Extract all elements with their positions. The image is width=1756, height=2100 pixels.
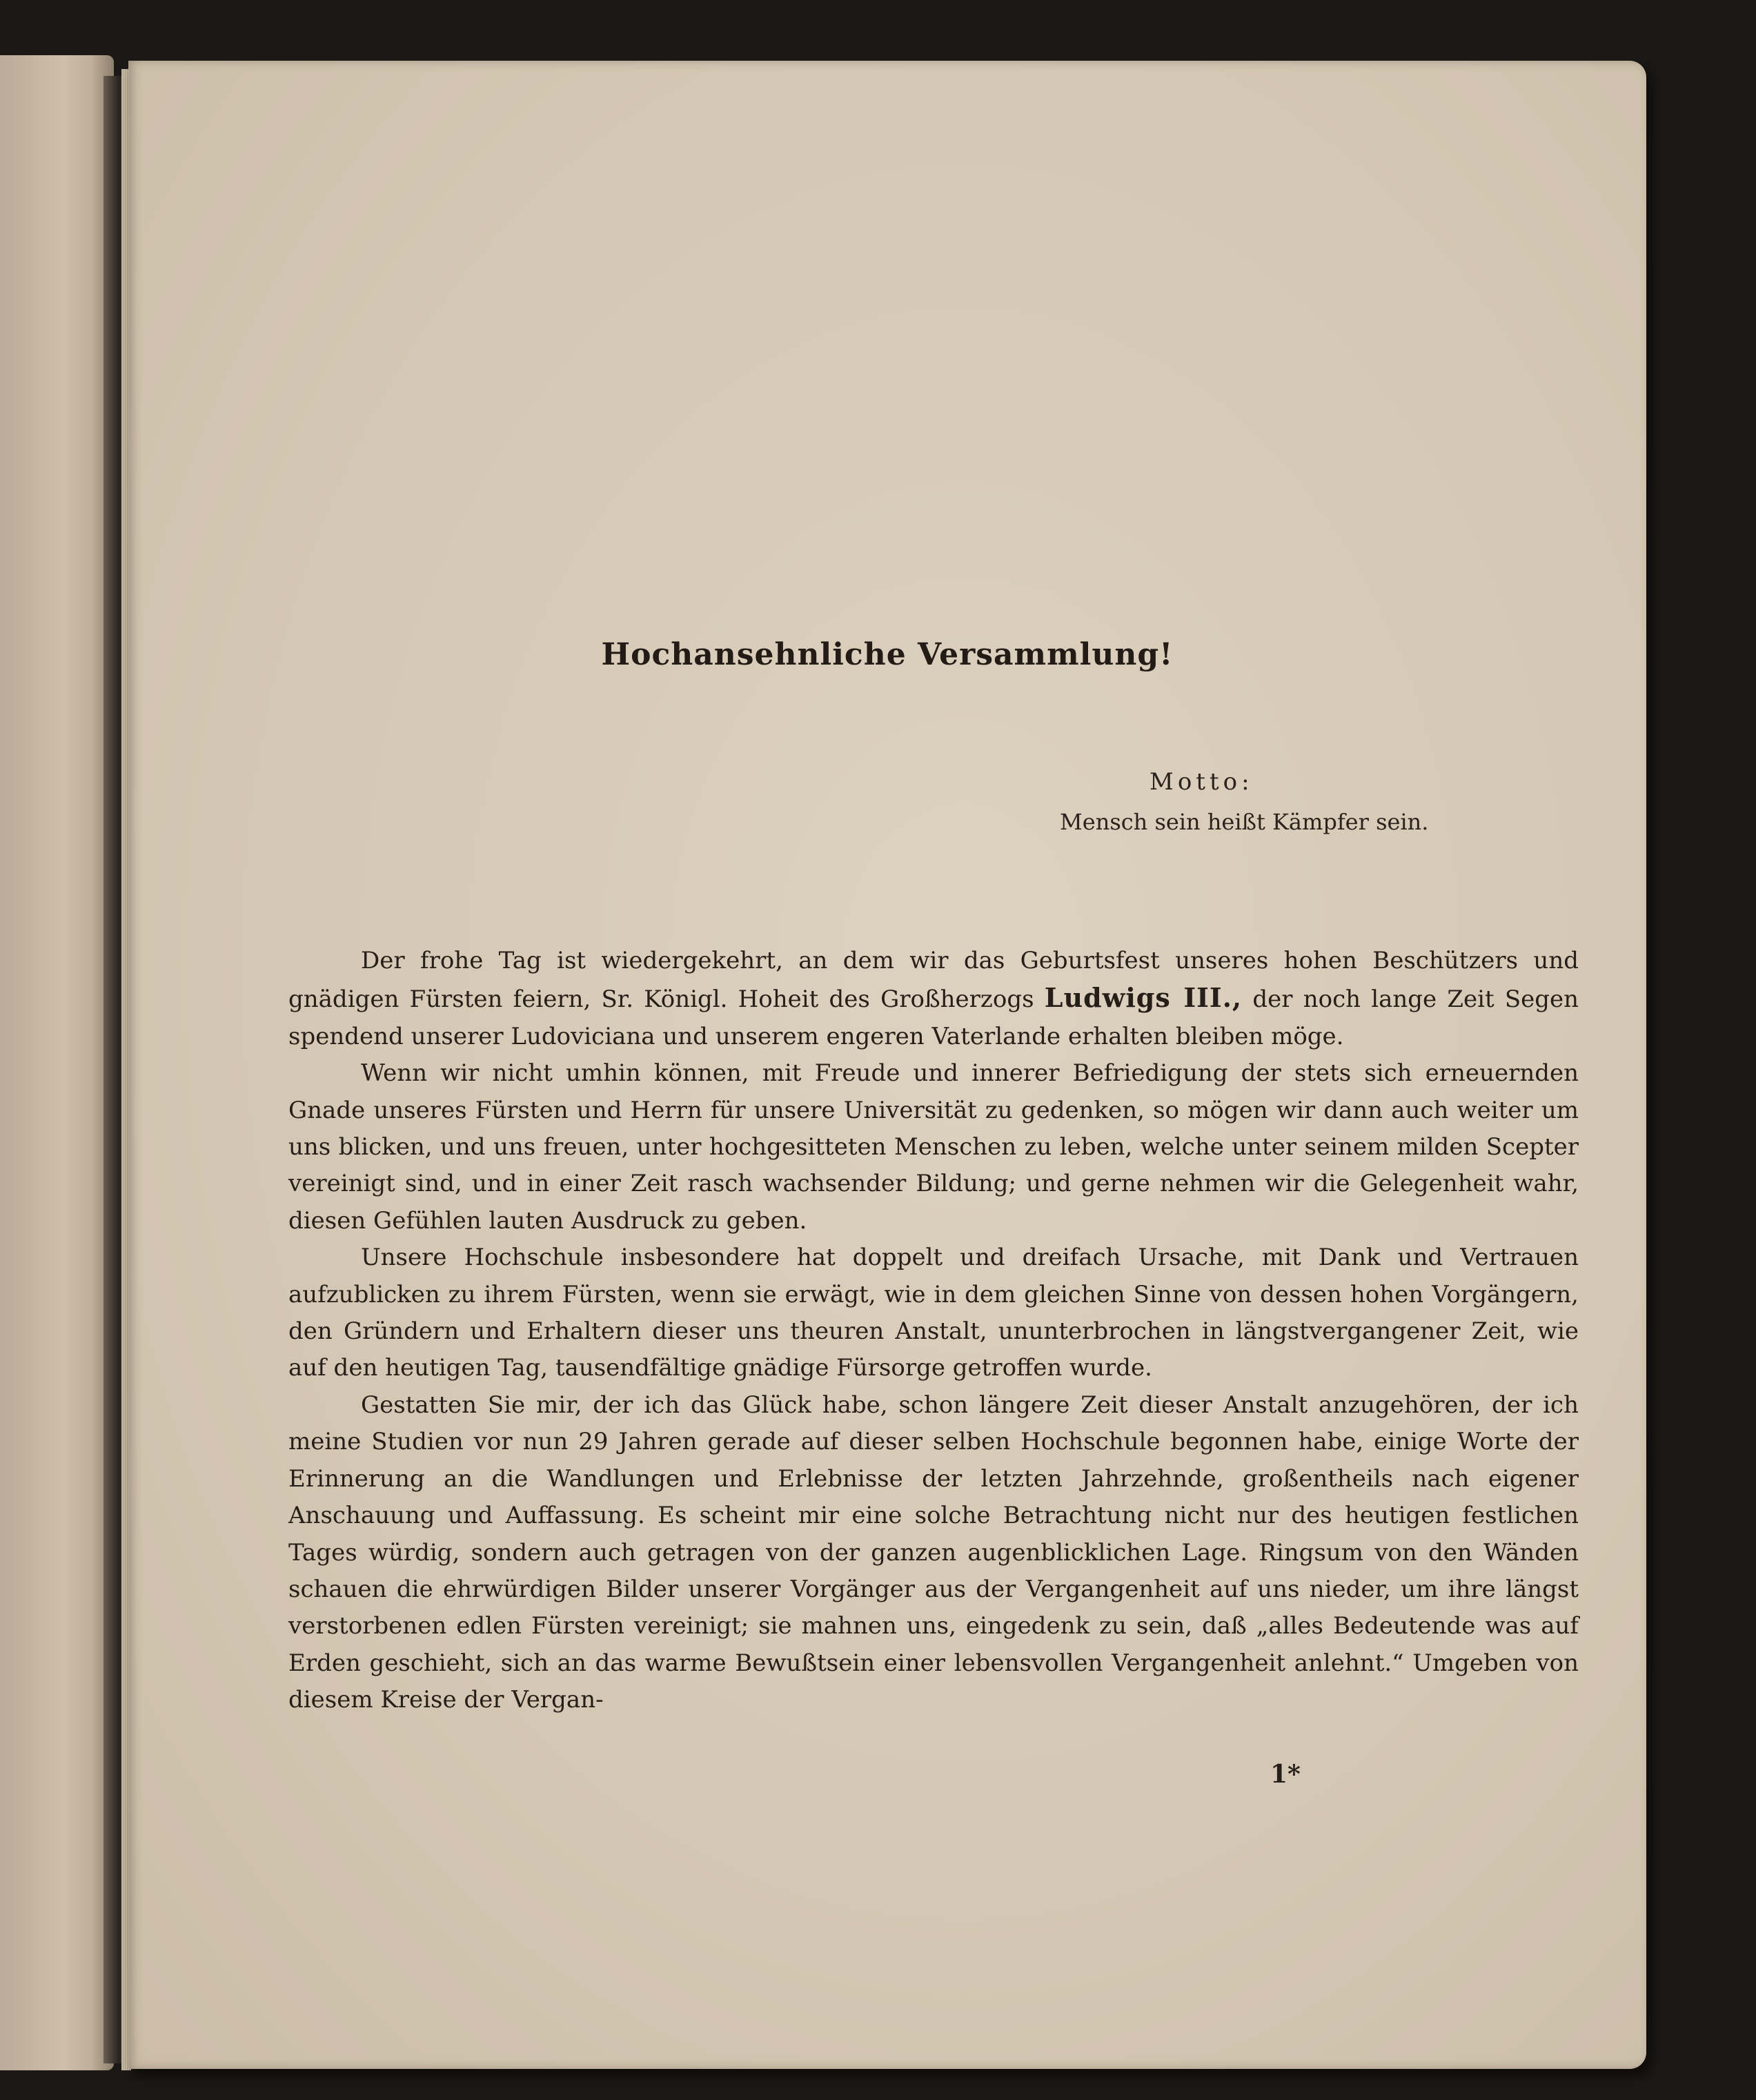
paragraph-1 [288, 943, 1579, 1055]
motto-label: Motto: [1150, 768, 1254, 796]
paragraph-1-before: Der frohe Tag ist wiedergekehrt, an dem wir das Geburtsfest unseres hohen Beschützers und gnädigen Fürsten feiern, Sr. Königl. Hoheit des Großherzogs [288, 947, 1579, 1014]
left-page-edge [0, 55, 114, 2070]
page-heading: Hochansehnliche Versammlung! [601, 637, 1174, 672]
paragraph-1-after: der noch lange Zeit Segen spendend unserer Ludoviciana und unserem engeren Vaterlande erhalten bleiben möge. [288, 985, 1579, 1050]
motto-text: Mensch sein heißt Kämpfer sein. [1060, 809, 1429, 835]
book-page [128, 61, 1646, 2069]
paragraph-2: Wenn wir nicht umhin können, mit Freude und innerer Befriedigung der stets sich erneuernden Gnade unseres Fürsten und Herrn für unsere Universität zu gedenken, so mögen wir dann auch weiter um uns blicken, und uns freuen, unter hochgesitteten Menschen zu leben, welche unter seinem milden Scepter vereinigt sind, und in einer Zeit rasch wachsender Bildung; und gerne nehmen wir die Gelegenheit wahr, diesen Gefühlen lauten Ausdruck zu geben. [288, 1059, 1579, 1235]
paragraph-3: Unsere Hochschule insbesondere hat doppelt und dreifach Ursache, mit Dank und Vertrauen aufzublicken zu ihrem Fürsten, wenn sie erwägt, wie in dem gleichen Sinne von dessen hohen Vorgängern, den Gründern und Erhaltern dieser uns theuren Anstalt, ununterbrochen in längstvergangener Zeit, wie auf den heutigen Tag, tausendfältige gnädige Fürsorge getroffen wurde. [288, 1244, 1579, 1382]
paragraph-4: Gestatten Sie mir, der ich das Glück habe, schon längere Zeit dieser Anstalt anzugehören, der ich meine Studien vor nun 29 Jahren gerade auf dieser selben Hochschule begonnen habe, einige Worte der Erinnerung an die Wandlungen und Erlebnisse der letzten Jahrzehnde, großentheils nach eigener Anschauung und Auffassung. Es scheint mir eine solche Betrachtung nicht nur des heutigen festlichen Tages würdig, sondern auch getragen von der ganzen augenblicklichen Lage. Ringsum von den Wänden schauen die ehrwürdigen Bilder unserer Vorgänger aus der Vergangenheit auf uns nieder, um ihre längst verstorbenen edlen Fürsten vereinigt; sie mahnen uns, eingedenk zu sein, daß „alles Bedeutende was auf Erden geschieht, sich an das warme Bewußtsein einer lebensvollen Vergangenheit anlehnt.“ Umgeben von diesem Kreise der Vergan- [288, 1391, 1579, 1714]
body-text [288, 943, 1579, 1719]
sovereign-name: Ludwigs III., [1044, 982, 1243, 1014]
page-number: 1* [1270, 1760, 1301, 1789]
